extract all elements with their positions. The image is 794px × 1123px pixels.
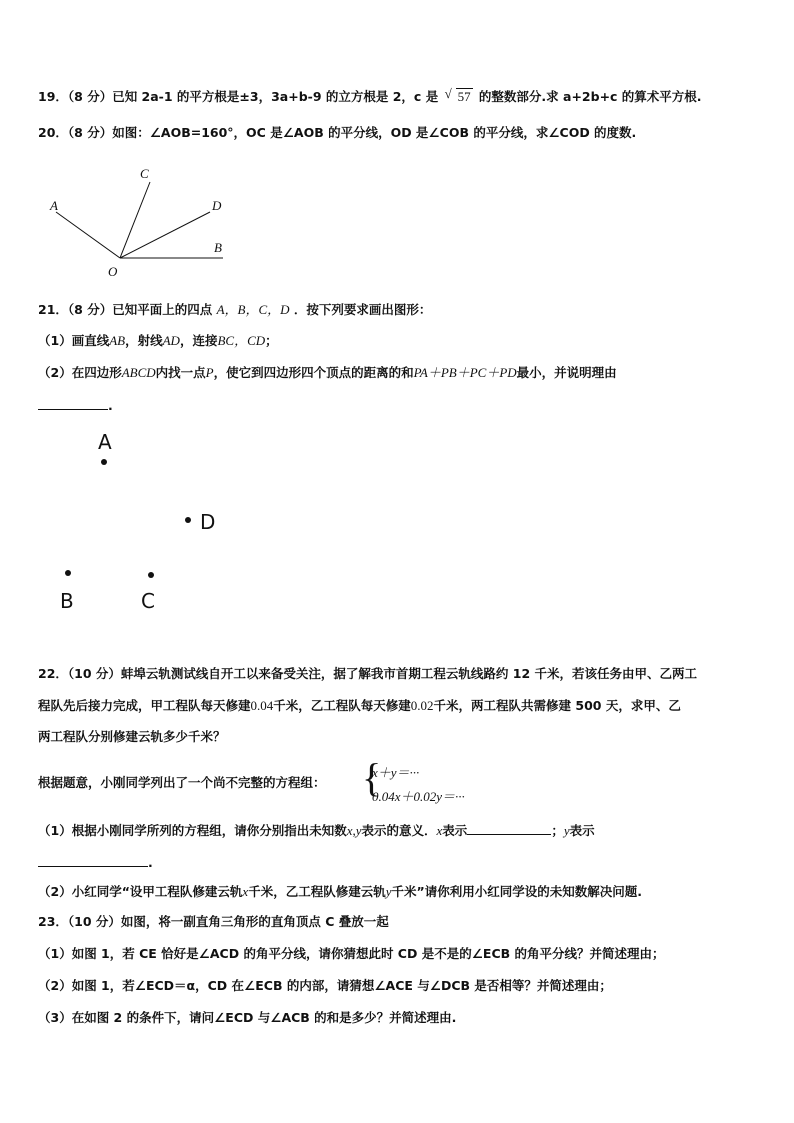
q21-p2-mid1: 内找一点 <box>155 365 206 380</box>
answer-blank[interactable] <box>38 397 108 410</box>
q22-system-intro: 根据题意，小刚同学列出了一个尚不完整的方程组： <box>38 775 326 790</box>
q22-var-y: y <box>563 823 570 838</box>
q22-line2-mid: 千米，乙工程队每天修建 <box>273 698 411 713</box>
q22-p1-y: 表示 <box>569 823 595 838</box>
q22-p1-pre: （1）根据小刚同学所列的方程组，请你分别指出未知数 <box>38 823 347 838</box>
q21-p1-pre: （1）画直线 <box>38 333 110 348</box>
point-d-dot <box>185 517 191 523</box>
q23-part2: （2）如图 1，若∠ECD＝α，CD 在∠ECB 的内部，请猜想∠ACE 与∠DCB 是否相等？并简述理由； <box>38 978 612 993</box>
equation-2: 0.04x＋0.02y＝··· <box>372 789 465 804</box>
q19-text-pre: 19．（8 分）已知 2a-1 的平方根是±3，3a+b-9 的立方根是 2，c 是 <box>38 89 439 104</box>
question-22-part-1-cont <box>38 854 153 871</box>
q20-text: 20．（8 分）如图：∠AOB=160°，OC 是∠AOB 的平分线，OD 是∠COB 的平分线，求∠COD 的度数. <box>38 125 637 140</box>
q22-p1-end: . <box>148 855 153 870</box>
label-c: C <box>140 166 149 181</box>
q22-p1-vars: x,y <box>346 823 362 838</box>
point-d-label: D <box>200 510 216 534</box>
question-23-part-2 <box>38 978 612 994</box>
point-b-dot <box>65 570 71 576</box>
question-21 <box>38 302 431 318</box>
q23-title: 23．（10 分）如图，将一副直角三角形的直角顶点 C 叠放一起 <box>38 914 389 929</box>
q22-p2-y: y <box>385 884 392 899</box>
q21-p1-bc-cd: BC，CD <box>217 333 266 348</box>
q22-p2-end: 千米”请你利用小红同学设的未知数解决问题. <box>391 884 642 899</box>
q21-p1-ad: AD <box>162 333 180 348</box>
q22-p2-x: x <box>242 884 249 899</box>
label-o: O <box>108 264 118 279</box>
question-21-part-2 <box>38 365 617 381</box>
q22-rate2: 0.02 <box>410 698 434 713</box>
q21-p2-end: 最小，并说明理由 <box>516 365 617 380</box>
label-a: A <box>50 198 58 213</box>
question-21-answer-line <box>38 397 113 414</box>
q22-p1-sep: ； <box>551 823 564 838</box>
label-b: B <box>214 240 222 255</box>
q22-p1-x: 表示 <box>442 823 468 838</box>
question-22-part-2 <box>38 884 642 900</box>
question-22-part-1 <box>38 822 595 839</box>
q23-part3: （3）在如图 2 的条件下，请问∠ECD 与∠ACB 的和是多少？并简述理由. <box>38 1010 457 1025</box>
point-c-label: C <box>141 589 155 613</box>
q23-part1: （1）如图 1，若 CE 恰好是∠ACD 的角平分线，请你猜想此时 CD 是不是的∠ECB 的角平分线？并简述理由； <box>38 946 665 961</box>
q19-text-post: 的整数部分.求 a+2b+c 的算术平方根. <box>478 89 702 104</box>
angle-figure <box>38 160 238 282</box>
question-20 <box>38 125 636 141</box>
q22-line2-end: 千米，两工程队共需修建 500 天，求甲、乙 <box>433 698 681 713</box>
q22-line2-pre: 程队先后接力完成，甲工程队每天修建 <box>38 698 251 713</box>
q22-p2-mid: 千米，乙工程队修建云轨 <box>248 884 386 899</box>
sqrt-radicand: 57 <box>457 89 471 104</box>
x-meaning-blank[interactable] <box>467 822 551 835</box>
question-22-line-2 <box>38 698 681 714</box>
q21-p2-pre: （2）在四边形 <box>38 365 122 380</box>
equation-1: x＋y＝··· <box>372 765 420 780</box>
question-22-line-1 <box>38 666 697 682</box>
q22-rate1: 0.04 <box>250 698 274 713</box>
q22-p1-mid: 表示的意义． <box>361 823 437 838</box>
point-c-dot <box>148 572 154 578</box>
q21-intro-end: ．按下列要求画出图形： <box>293 302 432 317</box>
question-21-part-1 <box>38 333 278 349</box>
question-23 <box>38 914 389 930</box>
q21-points-list: A，B，C，D <box>216 302 290 317</box>
ray-oc <box>120 182 150 258</box>
ray-oa <box>56 212 120 258</box>
y-meaning-blank[interactable] <box>38 854 148 867</box>
q22-line3: 两工程队分别修建云轨多少千米？ <box>38 729 226 744</box>
q21-p2-sum: PA＋PB＋PC＋PD <box>413 365 517 380</box>
question-19 <box>38 86 702 105</box>
sqrt-expression: √ 57 <box>444 86 471 104</box>
ray-od <box>120 212 210 258</box>
question-22-system-intro <box>38 775 326 791</box>
q21-p2-mid2: ，使它到四边形四个顶点的距离的和 <box>213 365 414 380</box>
q22-var-x: x <box>436 823 443 838</box>
q21-p1-mid2: ，连接 <box>179 333 218 348</box>
q22-p2-pre: （2）小红同学“设甲工程队修建云轨 <box>38 884 243 899</box>
point-a-dot <box>101 459 107 465</box>
system-brace: { <box>362 755 382 800</box>
q21-p1-ab: AB <box>109 333 126 348</box>
q21-blank-end: . <box>108 398 113 413</box>
q21-p1-mid1: ，射线 <box>125 333 163 348</box>
q22-line1: 22．（10 分）蚌埠云轨测试线自开工以来备受关注，据了解我市首期工程云轨线路约 12 千米，若该任务由甲、乙两工 <box>38 666 697 681</box>
point-b-label: B <box>60 589 74 613</box>
question-23-part-1 <box>38 946 665 962</box>
question-23-part-3 <box>38 1010 456 1026</box>
q21-p2-p: P <box>205 365 214 380</box>
q21-intro: 21．（8 分）已知平面上的四点 <box>38 302 213 317</box>
question-22-line-3 <box>38 729 226 745</box>
point-a-label: A <box>98 430 112 454</box>
label-d: D <box>212 198 222 213</box>
q21-p2-abcd: ABCD <box>121 365 156 380</box>
q21-p1-end: ； <box>265 333 278 348</box>
